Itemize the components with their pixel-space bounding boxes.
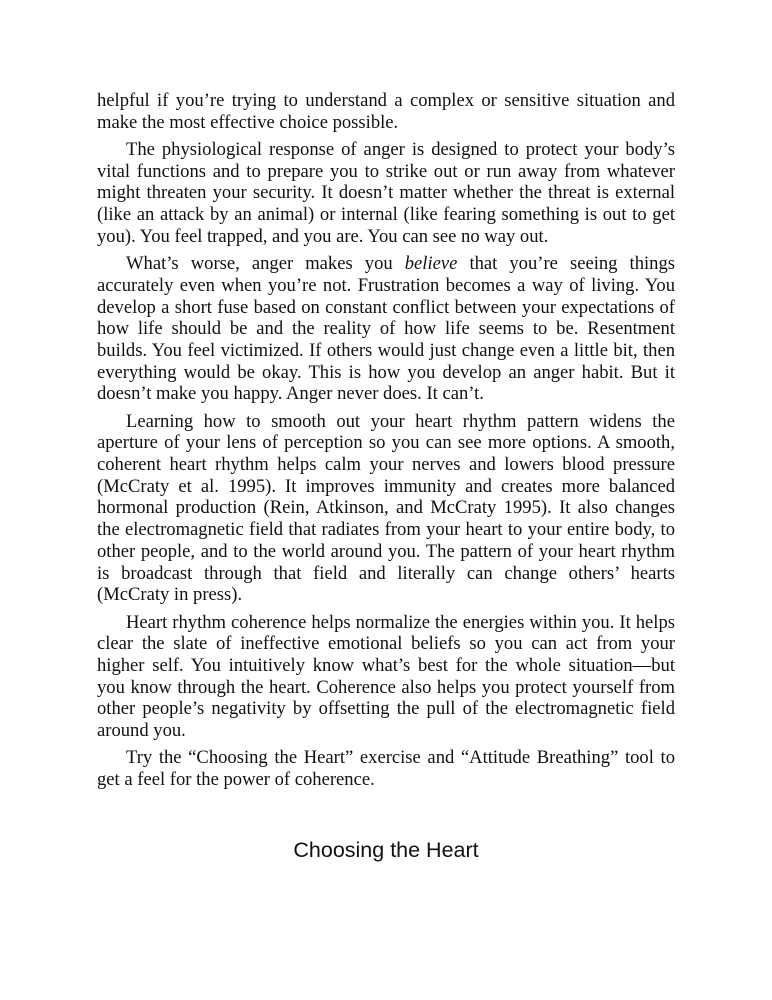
body-text: [97, 90, 675, 796]
paragraph-continued: helpful if you’re trying to understand a complex or sensitive situation and make the most effective choice possible.: [97, 90, 675, 133]
paragraph-text: What’s worse, anger makes you: [126, 253, 405, 275]
paragraph-text: that you’re seeing things accurately even when you’re not. Frustration becomes a way of living. You develop a short fuse based on constant conflict between your expectations of how life should be and the reality of how life seems to be. Resentment builds. You feel victimized. If others would just change even a little bit, then everything would be okay. This is how you develop an anger habit. But it doesn’t make you happy. Anger never does. It can’t.: [97, 253, 675, 405]
paragraph-try-exercise: Try the “Choosing the Heart” exercise and “Attitude Breathing” tool to get a feel for the power of coherence.: [97, 747, 675, 791]
paragraph-coherence: Heart rhythm coherence helps normalize the energies within you. It helps clear the slate of ineffective emotional beliefs so you can act from your higher self. You intuitively know what’s best for the whole situation—but you know through the heart. Coherence also helps you protect yourself from other people’s negativity by offsetting the pull of the electromagnetic field around you.: [97, 611, 675, 742]
paragraph-heart-rhythm: Learning how to smooth out your heart rhythm pattern widens the aperture of your lens of perception so you can see more options. A smooth, coherent heart rhythm helps calm your nerves and lowers blood pressure (McCraty et al. 1995). It improves immunity and creates more balanced hormonal production (Rein, Atkinson, and McCraty 1995). It also changes the electromagnetic field that radiates from your heart to your entire body, to other people, and to the world around you. The pattern of your heart rhythm is broadcast through that field and literally can change others’ hearts (McCraty in press).: [97, 410, 675, 606]
paragraph-anger-response: The physiological response of anger is designed to protect your body’s vital functions and to prepare you to strike out or run away from whatever might threaten your security. It doesn’t matter whether the threat is external (like an attack by an animal) or internal (like fearing something is out to get you). You feel trapped, and you are. You can see no way out.: [97, 139, 675, 247]
section-heading: Choosing the Heart: [293, 838, 479, 862]
paragraph-anger-worse: [97, 253, 675, 405]
emphasis-believe: believe: [404, 253, 458, 275]
